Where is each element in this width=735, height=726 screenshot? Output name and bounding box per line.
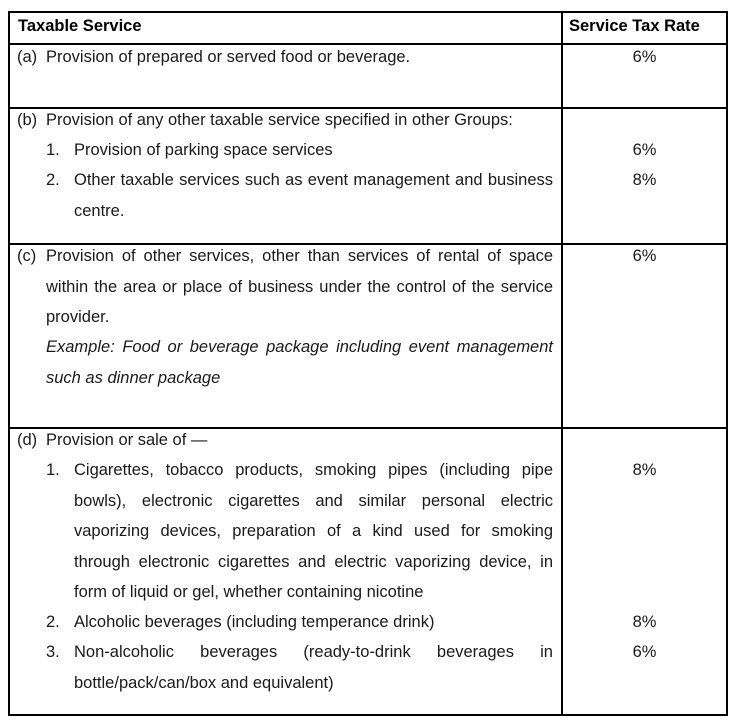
row-c-rate: 6% (632, 247, 657, 265)
header-service-tax-rate: Service Tax Rate (569, 17, 700, 35)
row-d-item-1-rate: 8% (632, 461, 657, 479)
row-c-text: Provision of other services, other than services of rental of space within the area or place of business under the control of the service provider. (46, 247, 553, 326)
row-c-label: (c) (17, 247, 37, 265)
row-c-example: Example: Food or beverage package including event management such as dinner package (46, 338, 553, 387)
row-b-text: Provision of any other taxable service specified in other Groups: (46, 111, 513, 129)
header-taxable-service: Taxable Service (18, 17, 142, 35)
row-b-item-1-text: Provision of parking space services (74, 141, 333, 159)
row-b-item-2-rate: 8% (632, 171, 657, 189)
row-d-item-1-text: Cigarettes, tobacco products, smoking pipes (including pipe bowls), electronic cigarettes and similar personal electric vaporizing devices, preparation of a kind used for smoking through electronic cigarettes and electric vaporizing device, in form of liquid or gel, whether containing nicotine (74, 461, 553, 601)
row-b-item-2-text: Other taxable services such as event management and business centre. (74, 171, 553, 220)
row-a-rate: 6% (632, 48, 657, 66)
row-d-item-2-rate: 8% (632, 613, 657, 631)
row-d-label: (d) (17, 431, 38, 449)
row-d-text: Provision or sale of — (46, 431, 208, 449)
row-b-item-2-num: 2. (46, 171, 60, 189)
row-b-label: (b) (17, 111, 38, 129)
row-a-label: (a) (17, 48, 38, 66)
service-tax-table (8, 11, 728, 716)
row-b-item-1-num: 1. (46, 141, 60, 159)
row-d-item-2-num: 2. (46, 613, 60, 631)
row-d-item-3-num: 3. (46, 643, 60, 661)
row-d-item-1-num: 1. (46, 461, 60, 479)
row-b-item-1-rate: 6% (632, 141, 657, 159)
row-d-item-2-text: Alcoholic beverages (including temperance drink) (74, 613, 435, 631)
row-d-item-3-text: Non-alcoholic beverages (ready-to-drink beverages in bottle/pack/can/box and equivalent) (74, 643, 553, 692)
row-d-item-3-rate: 6% (632, 643, 657, 661)
row-a-text: Provision of prepared or served food or beverage. (46, 48, 411, 66)
